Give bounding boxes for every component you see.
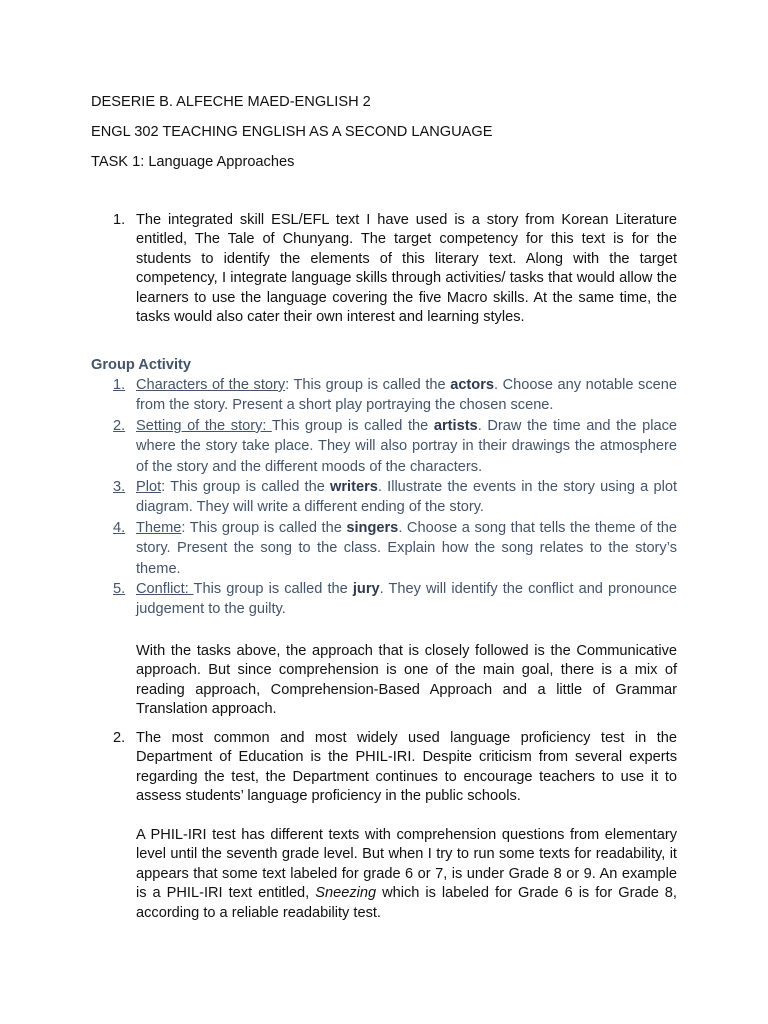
group-item-number: 1. (113, 377, 126, 393)
group-item-number: 5. (113, 581, 126, 598)
group-activity-item (113, 518, 677, 579)
group-activity-item (113, 375, 677, 416)
group-item-topic: Plot (136, 479, 162, 496)
group-item-separator: : (181, 519, 186, 536)
author-line: DESERIE B. ALFECHE MAED-ENGLISH 2 (91, 94, 371, 110)
group-item-text: . Choose a song that tells the theme of the story. Present the song to the class. Explain how the song relates to the story’s theme. (136, 519, 677, 577)
group-item-text: This group is called the (185, 519, 347, 536)
group-name: actors (450, 377, 495, 393)
group-item-separator: : (285, 377, 290, 393)
group-item-text: This group is called the (271, 417, 434, 434)
list-item-1 (113, 211, 677, 327)
group-item-number: 2. (113, 417, 126, 434)
task-line: TASK 1: Language Approaches (91, 154, 295, 170)
group-item-text: . Illustrate the events in the story using a plot diagram. They will write a different ending of the story. (136, 479, 678, 516)
group-item-text: . Draw the time and the place where the story take place. They will also portray in their drawings the atmosphere of the story and the different moods of the characters. (136, 417, 677, 475)
list-number: 1. (113, 212, 126, 228)
list-number: 2. (113, 730, 126, 746)
group-activity-item (113, 477, 677, 518)
paragraph-text: A PHIL-IRI test has different texts with comprehension questions from elementary level until the seventh grade level. But when I try to run some texts for readability, it appears that some text labeled for grade 6 or 7, is under Grade 8 or 9. An example is a PHIL-IRI text entitled, (136, 827, 677, 902)
group-item-number: 3. (113, 479, 126, 496)
group-item-topic: Theme (136, 519, 182, 536)
group-item-text: . Choose any notable scene from the story. Present a short play portraying the chosen scene. (136, 377, 677, 414)
group-name: jury (352, 581, 380, 598)
group-item-topic: Conflict: (136, 581, 194, 598)
list-item-text: The most common and most widely used language proficiency test in the Department of Education is the PHIL-IRI. Despite criticism from several experts regarding the test, the Department continues to encourage teachers to use it to assess students’ language proficiency in the public schools. (136, 730, 677, 805)
group-activity-item (113, 416, 677, 477)
list-item-2 (113, 729, 677, 807)
group-item-number: 4. (113, 519, 126, 536)
group-item-text: This group is called the (193, 581, 353, 598)
group-item-text: This group is called the (165, 479, 331, 496)
list-item-text: The integrated skill ESL/EFL text I have used is a story from Korean Literature entitled, The Tale of Chunyang. The target competency for this text is for the students to identify the elements of this literary text. Along with the target competency, I integrate language skills through activities/ tasks that would allow the learners to use the language covering the five Macro skills. At the same time, the tasks would also cater their own interest and learning styles. (136, 212, 677, 326)
text-title: Sneezing (315, 885, 377, 902)
group-name: artists (433, 417, 478, 434)
approach-paragraph: With the tasks above, the approach that is closely followed is the Communicative approach. But since comprehension is one of the main goal, there is a mix of reading approach, Comprehension-Based Approach and a little of Grammar Translation approach. (136, 643, 677, 718)
group-item-topic: Characters of the story (136, 377, 286, 393)
group-item-separator: : (161, 479, 166, 496)
group-activity-title: Group Activity (91, 357, 192, 373)
group-activity-list (113, 375, 677, 620)
group-activity-item (113, 579, 677, 620)
group-item-text: . They will identify the conflict and pronounce judgement to the guilty. (136, 581, 677, 618)
phil-iri-paragraph (136, 826, 677, 923)
group-item-text: This group is called the (289, 377, 451, 393)
group-name: singers (346, 519, 399, 536)
paragraph-text: which is labeled for Grade 6 is for Grade 8, according to a reliable readability test. (136, 885, 677, 921)
group-name: writers (330, 479, 378, 496)
course-line: ENGL 302 TEACHING ENGLISH AS A SECOND LANGUAGE (91, 124, 493, 140)
group-item-topic: Setting of the story: (136, 417, 272, 434)
